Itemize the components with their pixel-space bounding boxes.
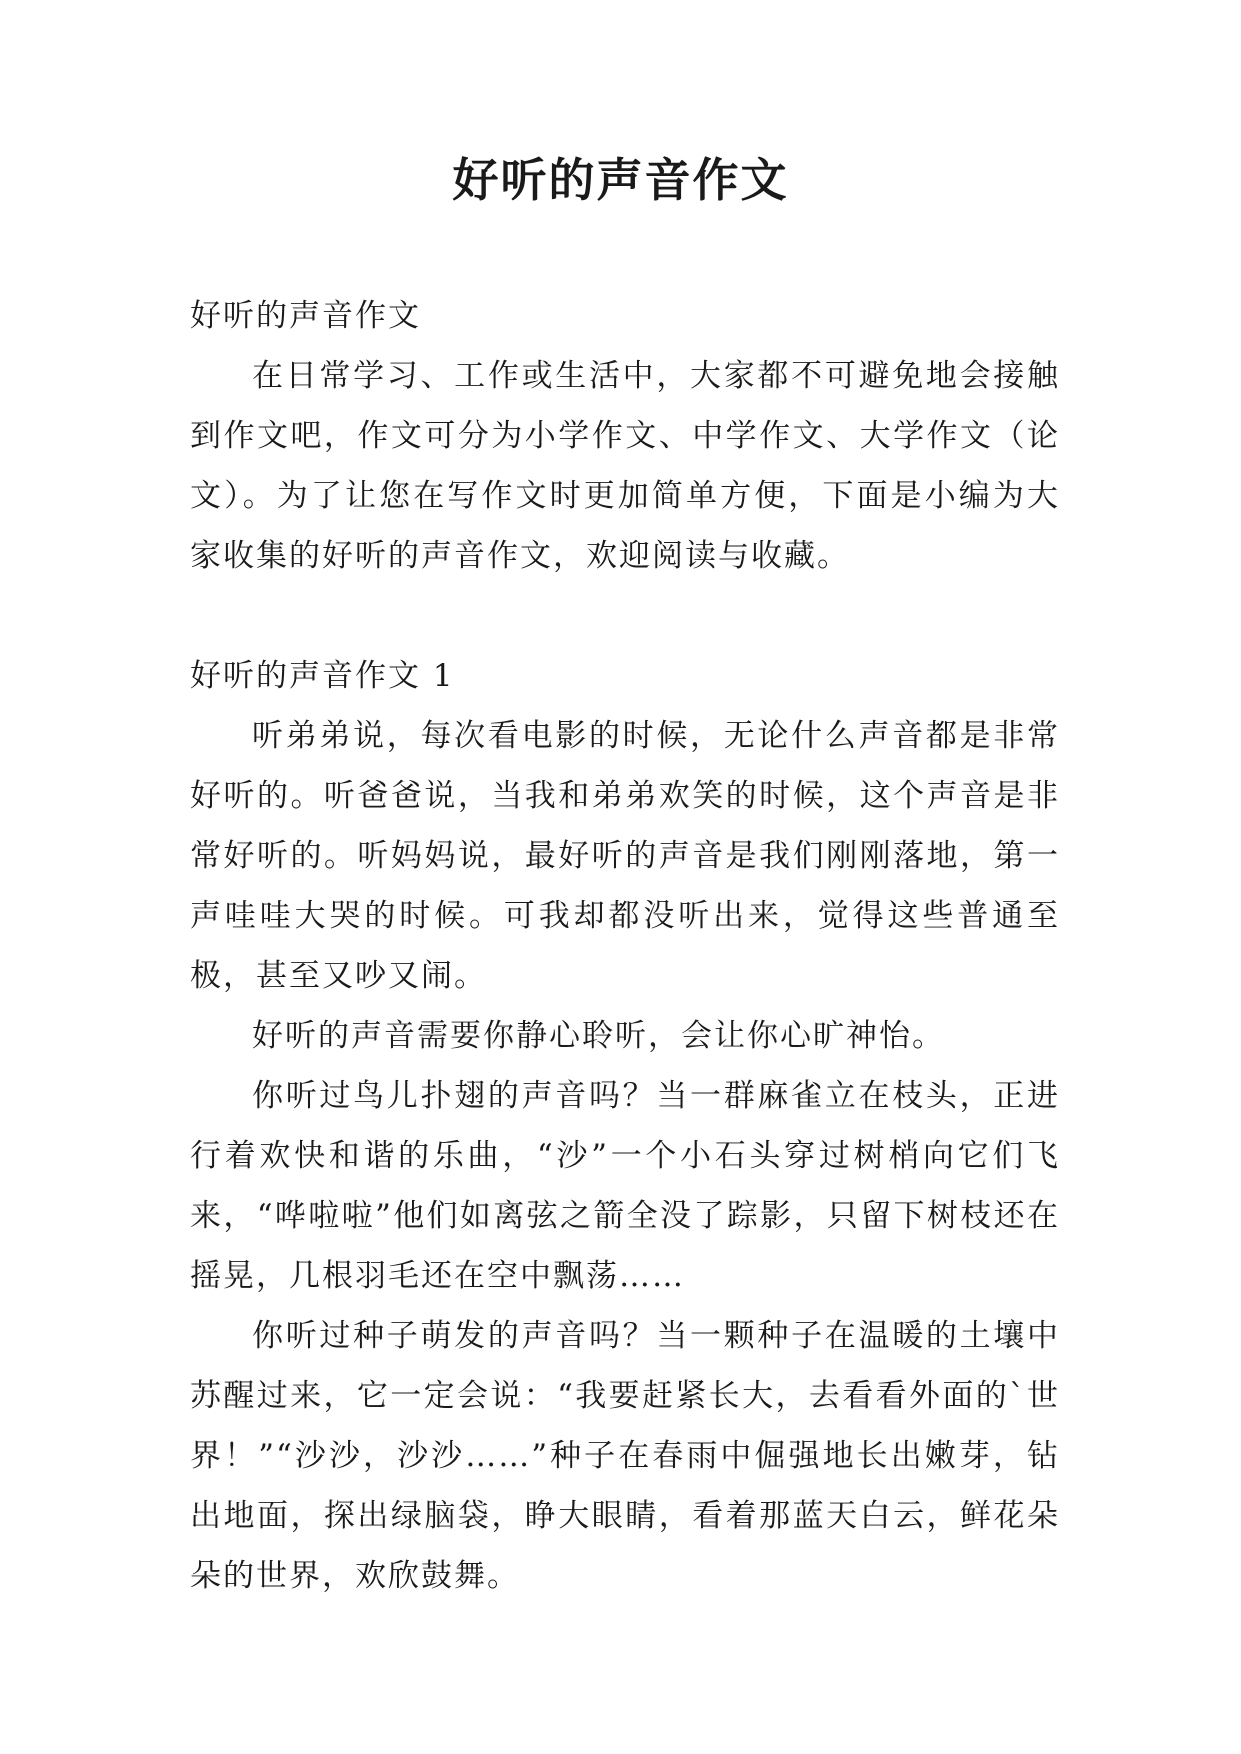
document-body — [190, 286, 1060, 1606]
body-paragraph: 你听过种子萌发的声音吗？当一颗种子在温暖的土壤中苏醒过来，它一定会说：“我要赶紧长大，去看看外面的`世界！”“沙沙，沙沙……”种子在春雨中倔强地长出嫩芽，钻出地面，探出绿脑袋，睁大眼睛，看着那蓝天白云，鲜花朵朵的世界，欢欣鼓舞。 — [190, 1318, 1060, 1594]
section-spacer — [190, 586, 1060, 646]
subtitle-heading: 好听的声音作文 — [190, 298, 421, 334]
intro-paragraph: 在日常学习、工作或生活中，大家都不可避免地会接触到作文吧，作文可分为小学作文、中学作文、大学作文（论文）。为了让您在写作文时更加简单方便，下面是小编为大家收集的好听的声音作文，欢迎阅读与收藏。 — [190, 358, 1060, 574]
section-heading: 好听的声音作文 1 — [190, 658, 455, 694]
document-title: 好听的声音作文 — [452, 153, 789, 207]
body-paragraph: 好听的声音需要你静心聆听，会让你心旷神怡。 — [252, 1018, 945, 1054]
body-paragraph: 听弟弟说，每次看电影的时候，无论什么声音都是非常好听的。听爸爸说，当我和弟弟欢笑的时候，这个声音是非常好听的。听妈妈说，最好听的声音是我们刚刚落地，第一声哇哇大哭的时候。可我却都没听出来，觉得这些普通至极，甚至又吵又闹。 — [190, 718, 1060, 994]
body-paragraph: 你听过鸟儿扑翅的声音吗？当一群麻雀立在枝头，正进行着欢快和谐的乐曲，“沙”一个小石头穿过树梢向它们飞来，“哗啦啦”他们如离弦之箭全没了踪影，只留下树枝还在摇晃，几根羽毛还在空中飘荡…… — [190, 1078, 1060, 1294]
